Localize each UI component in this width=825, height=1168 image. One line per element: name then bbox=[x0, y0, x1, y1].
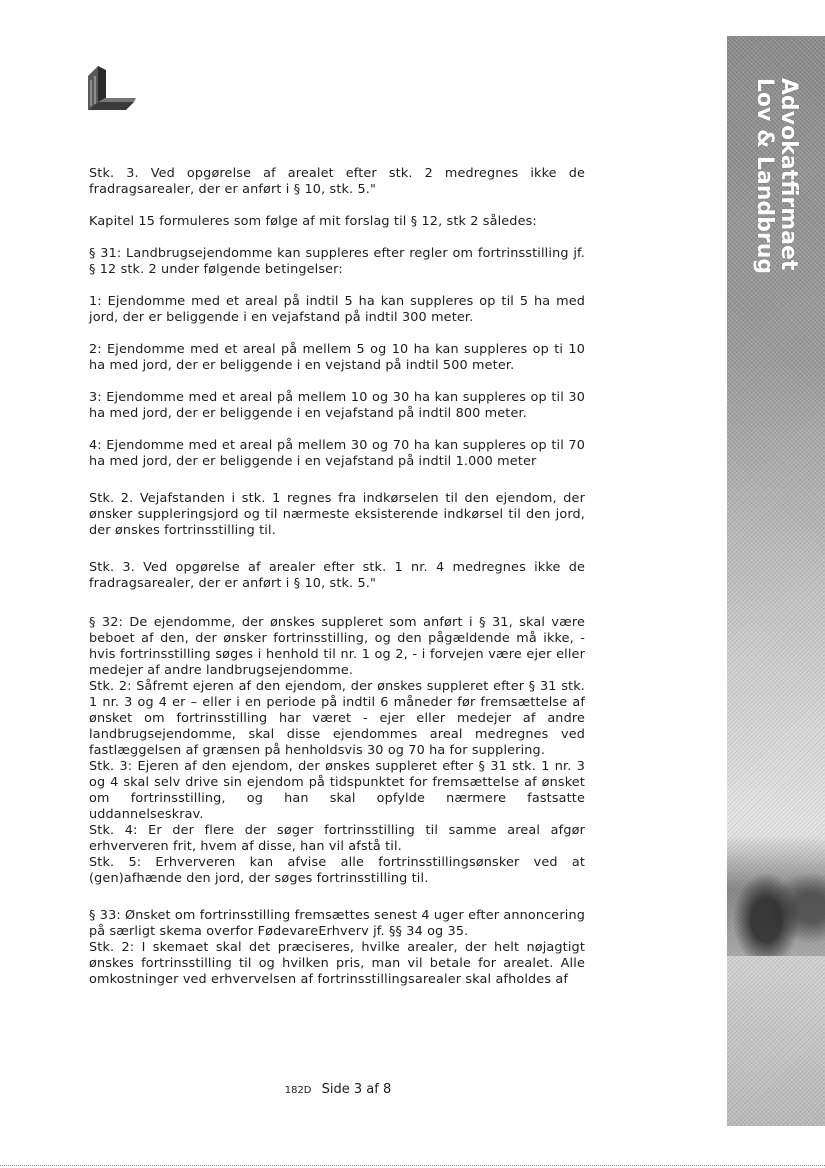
document-body bbox=[89, 166, 585, 988]
paragraph-kapitel15: Kapitel 15 formuleres som følge af mit forslag til § 12, stk 2 således: bbox=[89, 214, 537, 229]
paragraph-item4: 4: Ejendomme med et areal på mellem 30 og 70 ha kan suppleres op til 70 ha med jord, der er beliggende i en vejafstand på indtil 1.000 meter bbox=[89, 438, 585, 469]
paragraph-stk2-vejafstand: Stk. 2. Vejafstanden i stk. 1 regnes fra indkørselen til den ejendom, der ønsker suppleringsjord og til nærmeste eksisterende indkørsel til den jord, der ønskes fortrinsstilling til. bbox=[89, 491, 585, 538]
section-32 bbox=[89, 615, 585, 887]
doc-code: 182D bbox=[284, 1085, 312, 1096]
firm-side-band bbox=[727, 36, 825, 1126]
page-footer bbox=[0, 1082, 676, 1097]
section32-stk2: Stk. 2: Såfremt ejeren af den ejendom, der ønskes suppleret efter § 31 stk. 1 nr. 3 og 4 er – eller i en periode på indtil 6 måneder før fremsættelse af ønsket om fortrinsstilling har været - ejer eller medejer af andre landbrugsejendomme, skal disse ejendommes areal medregnes ved fastlæggelsen af grænsen på henholdsvis 30 og 70 ha for supplering. bbox=[89, 679, 585, 758]
paragraph-item2: 2: Ejendomme med et areal på mellem 5 og 10 ha kan suppleres op ti 10 ha med jord, der er beliggende i en vejstand på indtil 500 meter. bbox=[89, 342, 585, 373]
section-33 bbox=[89, 908, 585, 988]
firm-name-block bbox=[727, 36, 825, 316]
section32-stk4: Stk. 4: Er der flere der søger fortrinsstilling til samme areal afgør erhververen frit, hvem af disse, han vil afstå til. bbox=[89, 823, 585, 854]
paragraph-item1: 1: Ejendomme med et areal på indtil 5 ha kan suppleres op til 5 ha med jord, der er beliggende i en vejafstand på indtil 300 meter. bbox=[89, 294, 585, 325]
section33-main: § 33: Ønsket om fortrinsstilling fremsættes senest 4 uger efter annoncering på særligt skema overfor FødevareErhverv jf. §§ 34 og 35. bbox=[89, 908, 585, 939]
section32-stk3: Stk. 3: Ejeren af den ejendom, der ønskes suppleret efter § 31 stk. 1 nr. 3 og 4 skal selv drive sin ejendom på tidspunktet for fremsættelse af ønsket om fortrinsstilling, og han skal opfylde nærmere fastsatte uddannelseskrav. bbox=[89, 759, 585, 822]
landscape-photo bbox=[727, 836, 825, 956]
firm-name-line1: Advokatfirmaet bbox=[776, 77, 802, 271]
page-number: Side 3 af 8 bbox=[321, 1082, 392, 1097]
paragraph-stk3-opgoerelse: Stk. 3. Ved opgørelse af arealer efter stk. 1 nr. 4 medregnes ikke de fradragsarealer, der er anført i § 10, stk. 5." bbox=[89, 560, 585, 591]
paragraph-section31: § 31: Landbrugsejendomme kan suppleres efter regler om fortrinsstilling jf. § 12 stk. 2 under følgende betingelser: bbox=[89, 246, 585, 277]
bottom-divider bbox=[0, 1165, 825, 1167]
section33-stk2: Stk. 2: I skemaet skal det præciseres, hvilke arealer, der helt nøjagtigt ønskes fortrinsstilling til og hvilken pris, man vil betale for arealet. Alle omkostninger ved erhvervelsen af fortrinsstillingsarealer skal afholdes af bbox=[89, 940, 585, 987]
paragraph-item3: 3: Ejendomme med et areal på mellem 10 og 30 ha kan suppleres op til 30 ha med jord, der er beliggende i en vejafstand på indtil 800 meter. bbox=[89, 390, 585, 421]
section32-main: § 32: De ejendomme, der ønskes suppleret som anført i § 31, skal være beboet af den, der ønsker fortrinsstilling, og den pågældende må ikke, - hvis fortrinsstilling søges i henhold til nr. 1 og 2, - i forvejen være ejer eller medejer af andre landbrugsejendomme. bbox=[89, 615, 585, 678]
paragraph-stk3-fradrag: Stk. 3. Ved opgørelse af arealet efter stk. 2 medregnes ikke de fradragsarealer, der er anført i § 10, stk. 5." bbox=[89, 166, 585, 197]
section32-stk5: Stk. 5: Erhververen kan afvise alle fortrinsstillingsønsker ved at (gen)afhænde den jord, der søges fortrinsstilling til. bbox=[89, 855, 585, 886]
firm-name-line2: Lov & Landbrug bbox=[752, 77, 778, 275]
firm-logo-icon bbox=[84, 62, 136, 112]
